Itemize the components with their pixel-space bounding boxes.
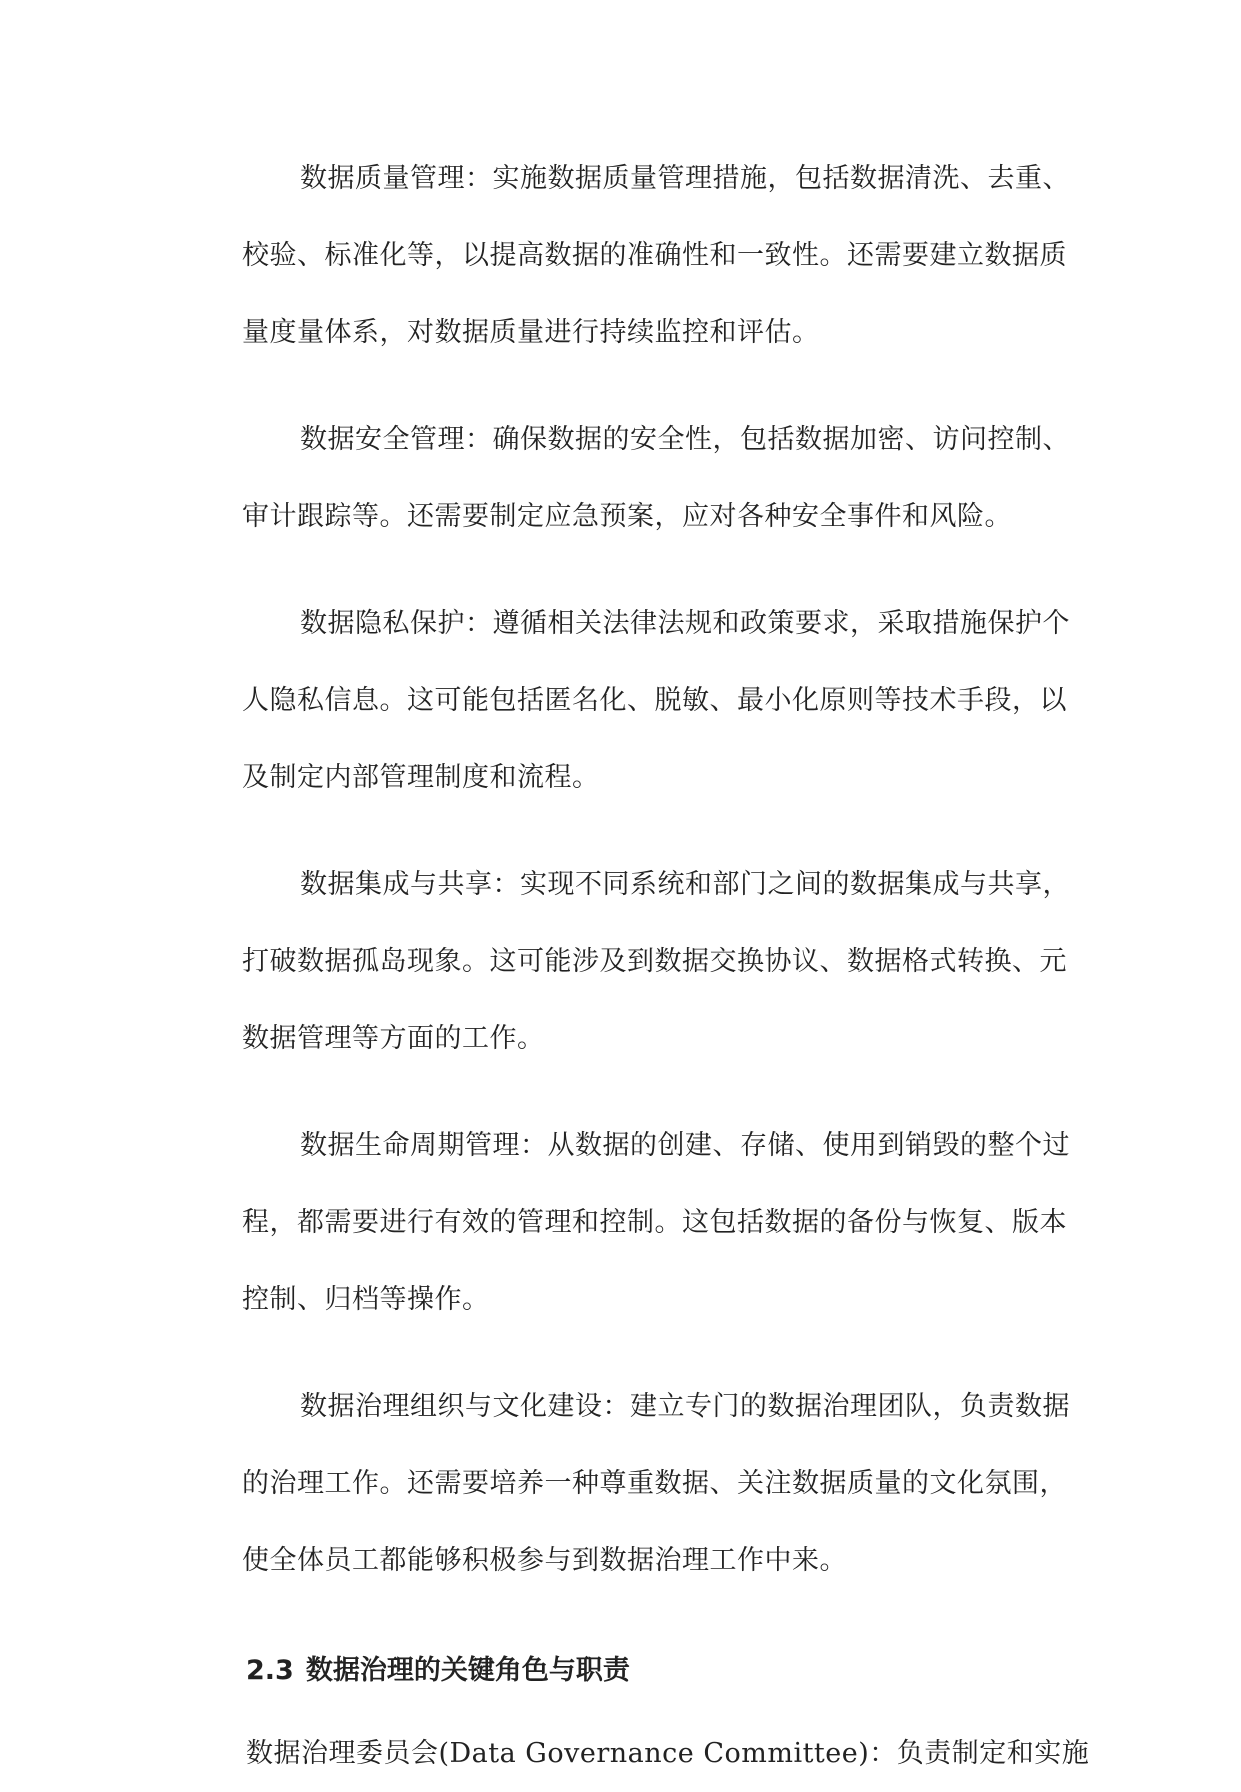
text-line: 审计跟踪等。还需要制定应急预案，应对各种安全事件和风险。 — [242, 501, 1012, 532]
text-line: 数据治理组织与文化建设：建立专门的数据治理团队，负责数据 — [300, 1391, 1070, 1422]
text-line: 数据安全管理：确保数据的安全性，包括数据加密、访问控制、 — [300, 424, 1070, 455]
text-line: 量度量体系，对数据质量进行持续监控和评估。 — [242, 317, 820, 348]
paragraph-data-quality — [188, 140, 1070, 371]
text-line: 数据质量管理：实施数据质量管理措施，包括数据清洗、去重、 — [300, 163, 1070, 194]
text-line: 数据集成与共享：实现不同系统和部门之间的数据集成与共享， — [300, 869, 1070, 900]
text-line: 数据生命周期管理：从数据的创建、存储、使用到销毁的整个过 — [300, 1130, 1070, 1161]
text-line: 打破数据孤岛现象。这可能涉及到数据交换协议、数据格式转换、元 — [242, 946, 1067, 977]
paragraph-data-integration — [188, 846, 1070, 1077]
text-line: 数据隐私保护：遵循相关法律法规和政策要求，采取措施保护个 — [300, 608, 1070, 639]
text-line: 的治理工作。还需要培养一种尊重数据、关注数据质量的文化氛围， — [242, 1468, 1067, 1499]
section-heading — [246, 1641, 1054, 1701]
document-body — [188, 140, 1090, 1792]
text-line: 校验、标准化等，以提高数据的准确性和一致性。还需要建立数据质 — [242, 240, 1067, 271]
paragraph-governance-organization — [188, 1368, 1070, 1599]
paragraph-governance-committee: 数据治理委员会(Data Governance Committee)：负责制定和实施 — [246, 1738, 1090, 1769]
section-title: 数据治理的关键角色与职责 — [305, 1655, 630, 1686]
text-line: 数据管理等方面的工作。 — [242, 1023, 545, 1054]
paragraph-data-privacy — [188, 585, 1070, 816]
paragraph-data-security — [188, 401, 1070, 555]
text-line: 控制、归档等操作。 — [242, 1284, 490, 1315]
section-number: 2.3 — [246, 1655, 294, 1686]
text-line: 使全体员工都能够积极参与到数据治理工作中来。 — [242, 1545, 847, 1576]
text-line: 人隐私信息。这可能包括匿名化、脱敏、最小化原则等技术手段，以 — [242, 685, 1067, 716]
text-line: 程，都需要进行有效的管理和控制。这包括数据的备份与恢复、版本 — [242, 1207, 1067, 1238]
paragraph-data-lifecycle — [188, 1107, 1070, 1338]
text-line: 及制定内部管理制度和流程。 — [242, 762, 600, 793]
